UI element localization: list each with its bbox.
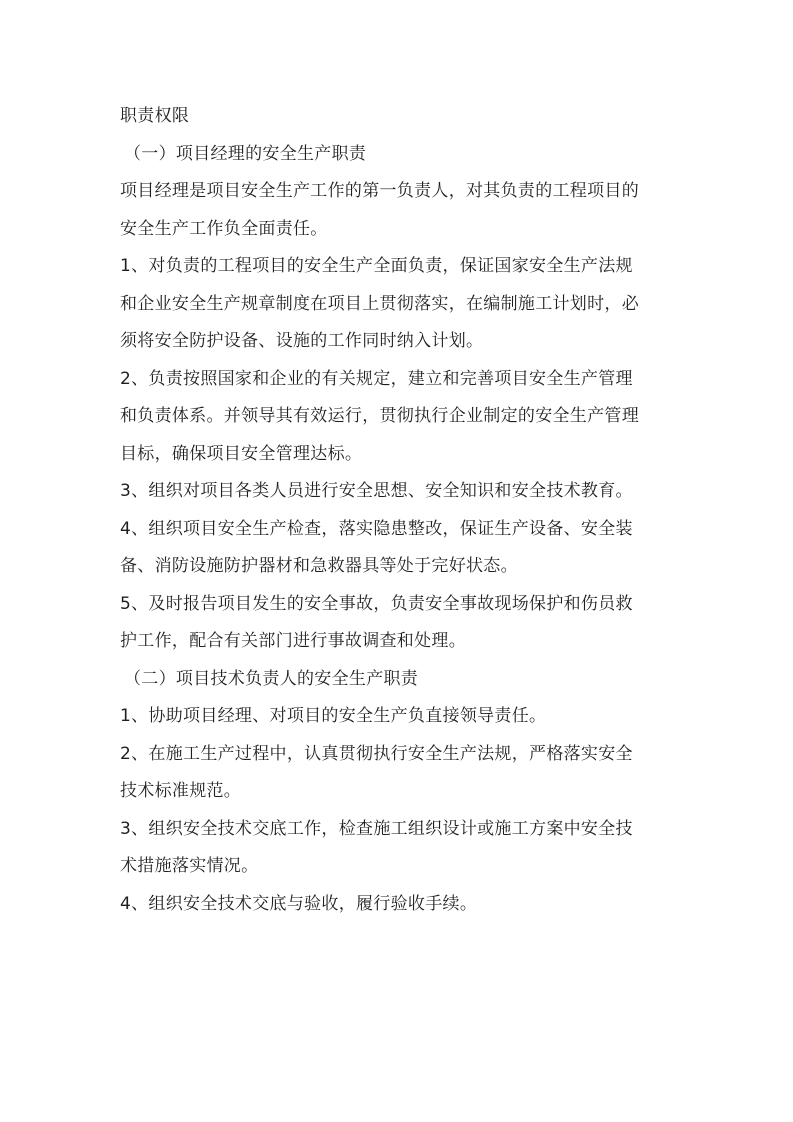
paragraph-line: 2、负责按照国家和企业的有关规定，建立和完善项目安全生产管理 bbox=[120, 368, 633, 389]
paragraph-line: 目标，确保项目安全管理达标。 bbox=[120, 443, 363, 464]
paragraph-line: 5、及时报告项目发生的安全事故，负责安全事故现场保护和伤员救 bbox=[120, 593, 633, 614]
paragraph-line: 护工作，配合有关部门进行事故调查和处理。 bbox=[120, 631, 466, 651]
paragraph-line: 备、消防设施防护器材和急救器具等处于完好状态。 bbox=[120, 556, 518, 576]
subsection-heading-1: （一）项目经理的安全生产职责 bbox=[124, 143, 367, 164]
paragraph-line: 3、组织安全技术交底工作，检查施工组织设计或施工方案中安全技 bbox=[120, 818, 633, 839]
paragraph-line: 4、组织项目安全生产检查，落实隐患整改，保证生产设备、安全装 bbox=[120, 518, 633, 539]
paragraph-line: 项目经理是项目安全生产工作的第一负责人，对其负责的工程项目的 bbox=[120, 181, 639, 201]
paragraph-line: 4、组织安全技术交底与验收，履行验收手续。 bbox=[120, 893, 478, 914]
paragraph-line: 安全生产工作负全面责任。 bbox=[120, 218, 328, 239]
paragraph-line: 3、组织对项目各类人员进行安全思想、安全知识和安全技术教育。 bbox=[120, 481, 633, 501]
paragraph-line: 和企业安全生产规章制度在项目上贯彻落实，在编制施工计划时，必 bbox=[120, 293, 639, 314]
subsection-heading-2: （二）项目技术负责人的安全生产职责 bbox=[124, 668, 419, 689]
paragraph-line: 1、协助项目经理、对项目的安全生产负直接领导责任。 bbox=[120, 706, 547, 726]
paragraph-line: 1、对负责的工程项目的安全生产全面负责，保证国家安全生产法规 bbox=[120, 256, 633, 276]
paragraph-line: 技术标准规范。 bbox=[120, 781, 242, 801]
paragraph-line: 和负责体系。并领导其有效运行，贯彻执行企业制定的安全生产管理 bbox=[120, 406, 639, 426]
paragraph-line: 术措施落实情况。 bbox=[120, 856, 259, 876]
section-title: 职责权限 bbox=[120, 106, 190, 126]
paragraph-line: 须将安全防护设备、设施的工作同时纳入计划。 bbox=[120, 331, 484, 351]
paragraph-line: 2、在施工生产过程中，认真贯彻执行安全生产法规，严格落实安全 bbox=[120, 743, 633, 764]
document-body bbox=[120, 98, 680, 923]
